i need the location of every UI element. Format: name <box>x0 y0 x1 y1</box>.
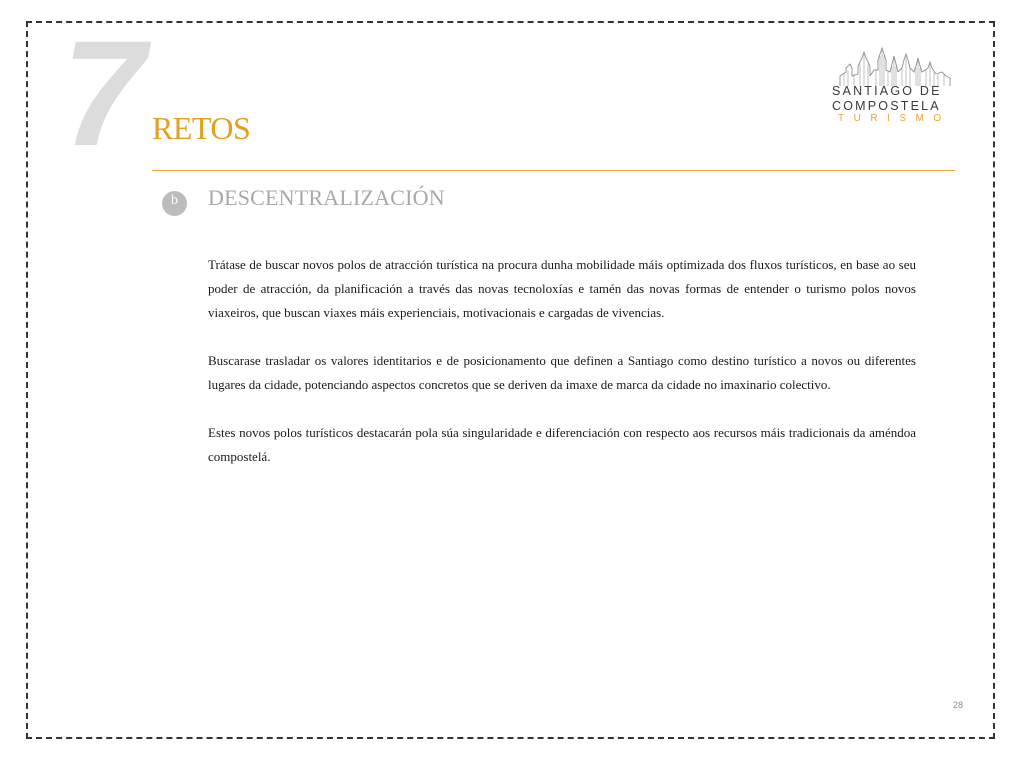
page-number: 28 <box>952 700 963 710</box>
body-text <box>208 253 916 493</box>
cathedral-skyline-icon <box>838 46 952 86</box>
santiago-turismo-logo <box>832 46 957 126</box>
logo-text-santiago: SANTIAGO DE <box>832 84 942 98</box>
logo-text-turismo: TURISMO <box>838 113 951 124</box>
chapter-number: 7 <box>62 9 146 177</box>
chapter-title: RETOS <box>152 110 251 146</box>
title-divider <box>152 170 955 171</box>
paragraph: Estes novos polos turísticos destacarán pola súa singularidade e diferenciación con respecto aos recursos máis tradicionais da améndoa compostelá. <box>208 425 916 464</box>
paragraph: Buscarase trasladar os valores identitarios e de posicionamento que definen a Santiago como destino turístico a novos ou diferentes lugares da cidade, potenciando aspectos concretos que se deriven da imaxe de marca da cidade no imaxinario colectivo. <box>208 353 916 392</box>
paragraph: Trátase de buscar novos polos de atracción turística na procura dunha mobilidade máis optimizada dos fluxos turísticos, en base ao seu poder de atracción, da planificación a través das novas tecnoloxías e tamén das novas formas de entender o turismo polos novos viaxeiros, que buscan viaxes máis experienciais, motivacionais e cargadas de vivencias. <box>208 257 916 320</box>
section-title: DESCENTRALIZACIÓN <box>208 185 445 210</box>
logo-text-compostela: COMPOSTELA <box>832 99 941 113</box>
section-marker-badge: b <box>162 191 187 216</box>
